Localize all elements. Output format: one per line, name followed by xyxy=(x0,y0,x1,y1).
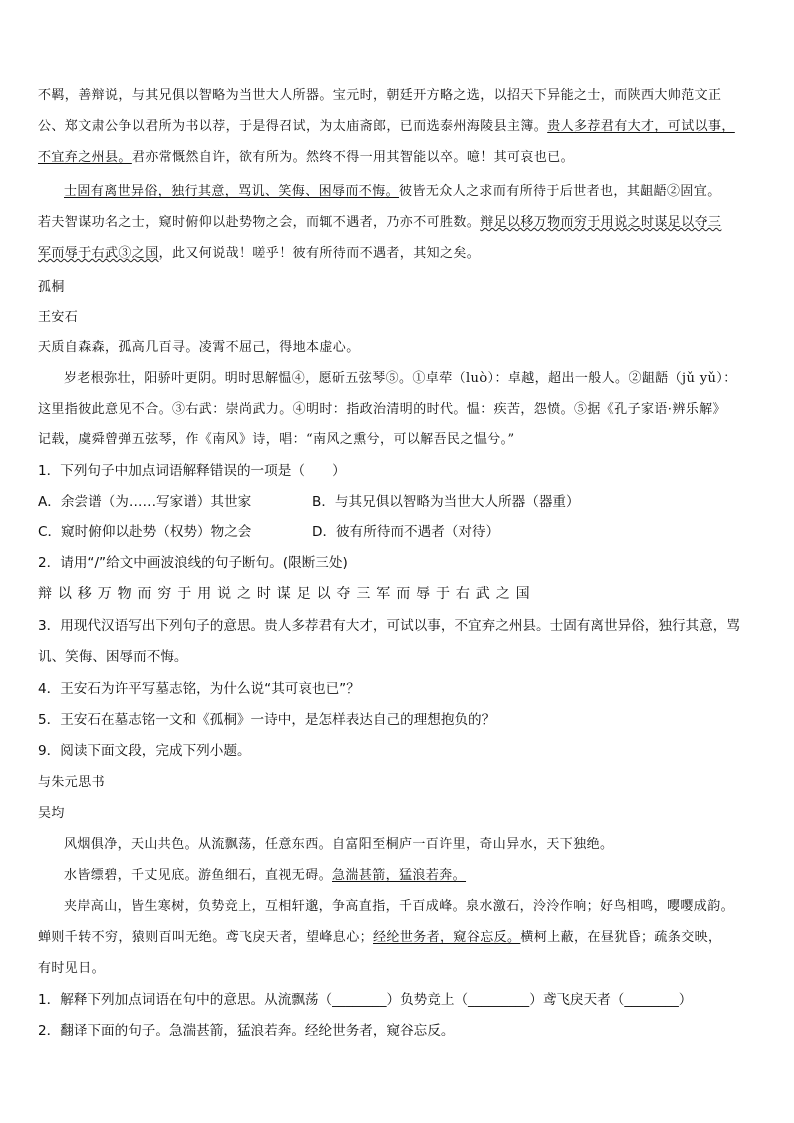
underlined-phrase: 急湍甚箭，猛浪若奔。 xyxy=(332,868,467,883)
passage2-question-1: 1．解释下列加点词语在句中的意思。从流飘荡（________）负势竞上（_________）鸢飞戾天者（________） xyxy=(38,992,693,1008)
passage2-last-line: 有时见日。 xyxy=(38,961,106,976)
question-2-sentence: 辩以移万物而穷于用说之时谋足以夺三军而辱于右武之国 xyxy=(38,586,536,602)
passage1-line4 xyxy=(64,180,721,199)
wavy-sentence-end: 军而辱于右武③之国 xyxy=(38,246,159,261)
underlined-sentence-2: 士固有离世异俗，独行其意，骂讥、笑侮、困辱而不悔。 xyxy=(64,184,400,199)
question-1: 1．下列句子中加点词语解释错误的一项是（ ） xyxy=(38,463,346,479)
question-3-continued: 讥、笑侮、困辱而不悔。 xyxy=(38,649,188,665)
passage2-para1: 风烟俱净，天山共色。从流飘荡，任意东西。自富阳至桐庐一百许里，奇山异水，天下独绝。 xyxy=(64,837,614,852)
option-d: D．彼有所待而不遇者（对待） xyxy=(312,524,500,540)
poem-line1: 天质自森森，孤高几百寻。凌霄不屈己，得地本虚心。 xyxy=(38,340,360,355)
question-5: 5．王安石在墓志铭一文和《孤桐》一诗中，是怎样表达自己的理想抱负的？ xyxy=(38,712,496,728)
poem-line2-and-notes: 岁老根弥壮，阳骄叶更阴。明时思解愠④，愿斫五弦琴⑤。①卓荦（luò）：卓越，超出一般人。②龃龉（jǔ yǔ）： xyxy=(64,371,737,386)
question-4: 4．王安石为许平写墓志铭，为什么说“其可哀也已”？ xyxy=(38,681,360,697)
passage1-line5-text: 若夫智谋功名之士，窥时俯仰以赴势物之会，而辄不遇者，乃亦不可胜数。 xyxy=(38,215,481,230)
underlined-sentence: 贵人多荐君有大才，可试以事， xyxy=(547,119,735,134)
poem-note1: 这里指彼此意见不合。③右武：崇尚武力。④明时：指政治清明的时代。愠：疾苦，怨愤。⑤据《孔子家语·辨乐解》 xyxy=(38,402,726,417)
passage1-line6 xyxy=(38,242,480,261)
passage1-line1: 不羁，善辩说，与其兄俱以智略为当世大人所器。宝元时，朝廷开方略之选，以招天下异能之士，而陕西大帅范文正 xyxy=(38,88,722,103)
passage2-para3-continued xyxy=(38,926,721,945)
passage2-para3: 夹岸高山，皆生寒树，负势竞上，互相轩邈，争高直指，千百成峰。泉水激石，泠泠作响；好鸟相鸣，嘤嘤成韵。 xyxy=(64,899,735,914)
option-b: B．与其兄俱以智略为当世大人所器（器重） xyxy=(312,494,580,510)
question-3: 3．用现代汉语写出下列句子的意思。贵人多荐君有大才，可试以事，不宜弃之州县。士固有离世异俗，独行其意，骂 xyxy=(38,618,740,634)
passage2-question-2: 2．翻译下面的句子。急湍甚箭，猛浪若奔。经纶世务者，窥谷忘反。 xyxy=(38,1023,455,1039)
passage1-line4-text: 彼皆无众人之求而有所待于后世者也，其龃龉②固宜。 xyxy=(399,184,721,199)
passage2-line-text: 蝉则千转不穷，猿则百叫无绝。鸢飞戾天者，望峰息心； xyxy=(38,930,374,945)
passage2-author: 吴均 xyxy=(38,806,65,821)
option-a: A．余尝谱（为……写家谱）其世家 xyxy=(38,494,252,510)
underlined-sentence-end: 不宜弃之州县。 xyxy=(38,150,132,165)
passage1-line3 xyxy=(38,146,574,165)
question-9: 9．阅读下面文段，完成下列小题。 xyxy=(38,743,251,759)
passage2-title: 与朱元思书 xyxy=(38,775,106,790)
passage1-line6-text: ，此又何说哉！嗟乎！彼有所待而不遇者，其知之矣。 xyxy=(158,246,481,261)
poem-note2: 记载，虞舜曾弹五弦琴，作《南风》诗，唱：“南风之熏兮，可以解吾民之愠兮。” xyxy=(38,432,515,447)
passage1-line5 xyxy=(38,211,721,230)
wavy-sentence: 辩足以移万物而穷于用说之时谋足以夺三 xyxy=(480,215,722,230)
passage2-line-text-end: 横柯上蔽，在昼犹昏；疏条交映， xyxy=(520,930,722,945)
passage1-line2-text: 公、郑文肃公争以君所为书以荐，于是得召试，为太庙斋郎，已而选泰州海陵县主簿。 xyxy=(38,119,548,134)
passage2-para2 xyxy=(64,864,466,883)
passage1-line3-text: 君亦常慨然自许，欲有所为。然终不得一用其智能以卒。噫！其可哀也已。 xyxy=(131,150,575,165)
question-2: 2．请用“/”给文中画波浪线的句子断句。(限断三处) xyxy=(38,555,348,571)
poem-title: 孤桐 xyxy=(38,280,65,295)
passage1-line2 xyxy=(38,115,735,134)
underlined-phrase-2: 经纶世务者，窥谷忘反。 xyxy=(373,930,521,945)
option-c: C．窥时俯仰以赴势（权势）物之会 xyxy=(38,524,252,540)
poem-author: 王安石 xyxy=(38,310,79,325)
passage2-para2-text: 水皆缥碧，千丈见底。游鱼细石，直视无碍。 xyxy=(64,868,333,883)
